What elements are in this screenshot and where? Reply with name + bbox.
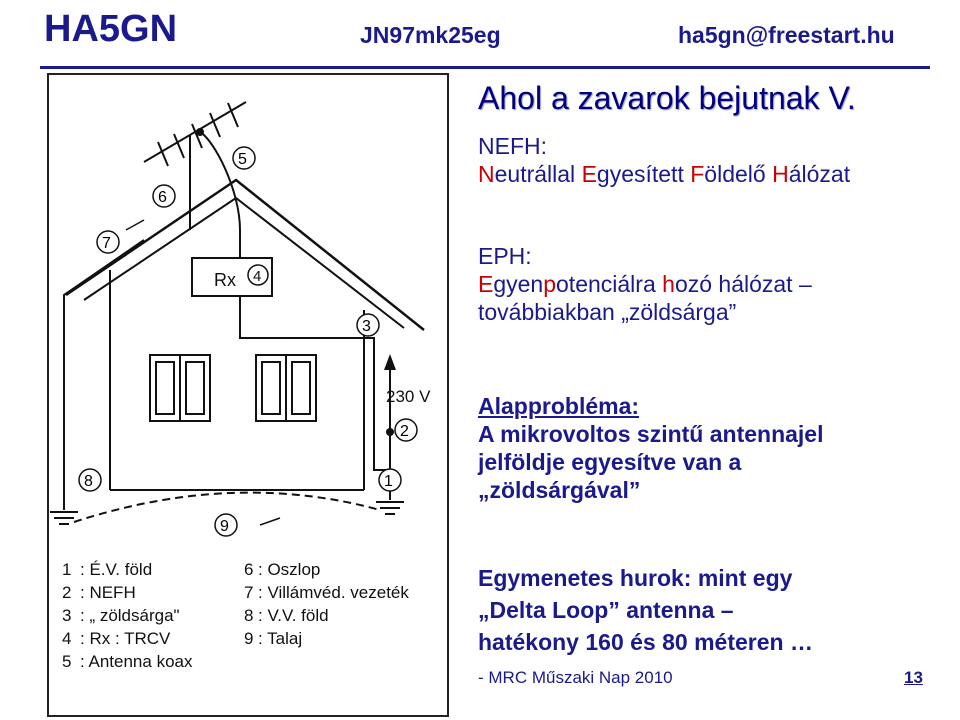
- svg-text:: Talaj: : Talaj: [258, 629, 303, 648]
- loop-block: Egymenetes hurok: mint egy „Delta Loop” antenna – hatékony 160 és 80 méteren …: [478, 565, 813, 655]
- svg-text:2: 2: [62, 583, 72, 602]
- svg-text:1: 1: [384, 473, 393, 490]
- email-link[interactable]: ha5gn@freestart.hu: [678, 22, 895, 48]
- svg-text:: V.V. föld: : V.V. föld: [258, 606, 329, 625]
- header-divider: [40, 66, 930, 69]
- nefh-expansion: Neutrállal Egyesített Földelő Hálózat: [478, 161, 851, 187]
- marker-3: [357, 314, 379, 336]
- svg-text:6: 6: [158, 189, 167, 206]
- svg-text:4: 4: [253, 268, 262, 285]
- svg-text:: Antenna koax: : Antenna koax: [80, 652, 193, 671]
- svg-text:5: 5: [62, 652, 72, 671]
- rx-label: Rx: [214, 270, 236, 290]
- svg-text:9: 9: [244, 629, 254, 648]
- svg-text:: É.V. föld: : É.V. föld: [80, 560, 153, 579]
- marker-6: [153, 185, 175, 207]
- svg-text:9: 9: [220, 518, 229, 535]
- callsign-logo: HA5GN: [44, 8, 178, 50]
- problem-block: Alapprobléma: A mikrovoltos szintű antennajel jelföldje egyesítve van a „zöldsárgával”: [478, 393, 824, 503]
- voltage-label: 230 V: [386, 387, 431, 406]
- page-number: 13: [904, 668, 923, 687]
- locator-text: JN97mk25eg: [360, 22, 501, 48]
- svg-text:5: 5: [238, 151, 247, 168]
- marker-9: [215, 514, 237, 536]
- svg-text:4: 4: [62, 629, 72, 648]
- eph-block: [478, 242, 812, 326]
- svg-text:2: 2: [400, 423, 409, 440]
- svg-text:: „ zöldsárga": : „ zöldsárga": [80, 606, 180, 625]
- marker-2: [395, 419, 417, 441]
- slide-title: Ahol a zavarok bejutnak V.: [478, 80, 856, 116]
- nefh-block: [478, 132, 850, 188]
- marker-7: [97, 231, 119, 253]
- svg-text:3: 3: [362, 318, 371, 335]
- eph-expansion: Egyenpotenciálra hozó hálózat –: [478, 271, 812, 297]
- marker-8: [79, 469, 101, 491]
- house-grounding-diagram: [44, 70, 454, 720]
- footer-text: - MRC Műszaki Nap 2010: [478, 668, 673, 687]
- eph-line2: továbbiakban „zöldsárga”: [478, 299, 737, 325]
- svg-text:7: 7: [102, 235, 111, 252]
- svg-text:: Villámvéd. vezeték: : Villámvéd. vezeték: [258, 583, 409, 602]
- svg-text:3: 3: [62, 606, 72, 625]
- svg-text:: Rx : TRCV: : Rx : TRCV: [80, 629, 171, 648]
- marker-5: [233, 147, 255, 169]
- svg-text:7: 7: [244, 583, 254, 602]
- svg-text:: Oszlop: : Oszlop: [258, 560, 321, 579]
- marker-1: [379, 469, 401, 491]
- svg-text:6: 6: [244, 560, 254, 579]
- problem-label: Alapprobléma:: [478, 393, 640, 419]
- svg-text:: NEFH: : NEFH: [80, 583, 136, 602]
- svg-text:1: 1: [62, 560, 72, 579]
- eph-label: EPH:: [478, 243, 532, 269]
- svg-text:8: 8: [84, 473, 93, 490]
- nefh-label: NEFH:: [478, 133, 547, 159]
- svg-text:8: 8: [244, 606, 254, 625]
